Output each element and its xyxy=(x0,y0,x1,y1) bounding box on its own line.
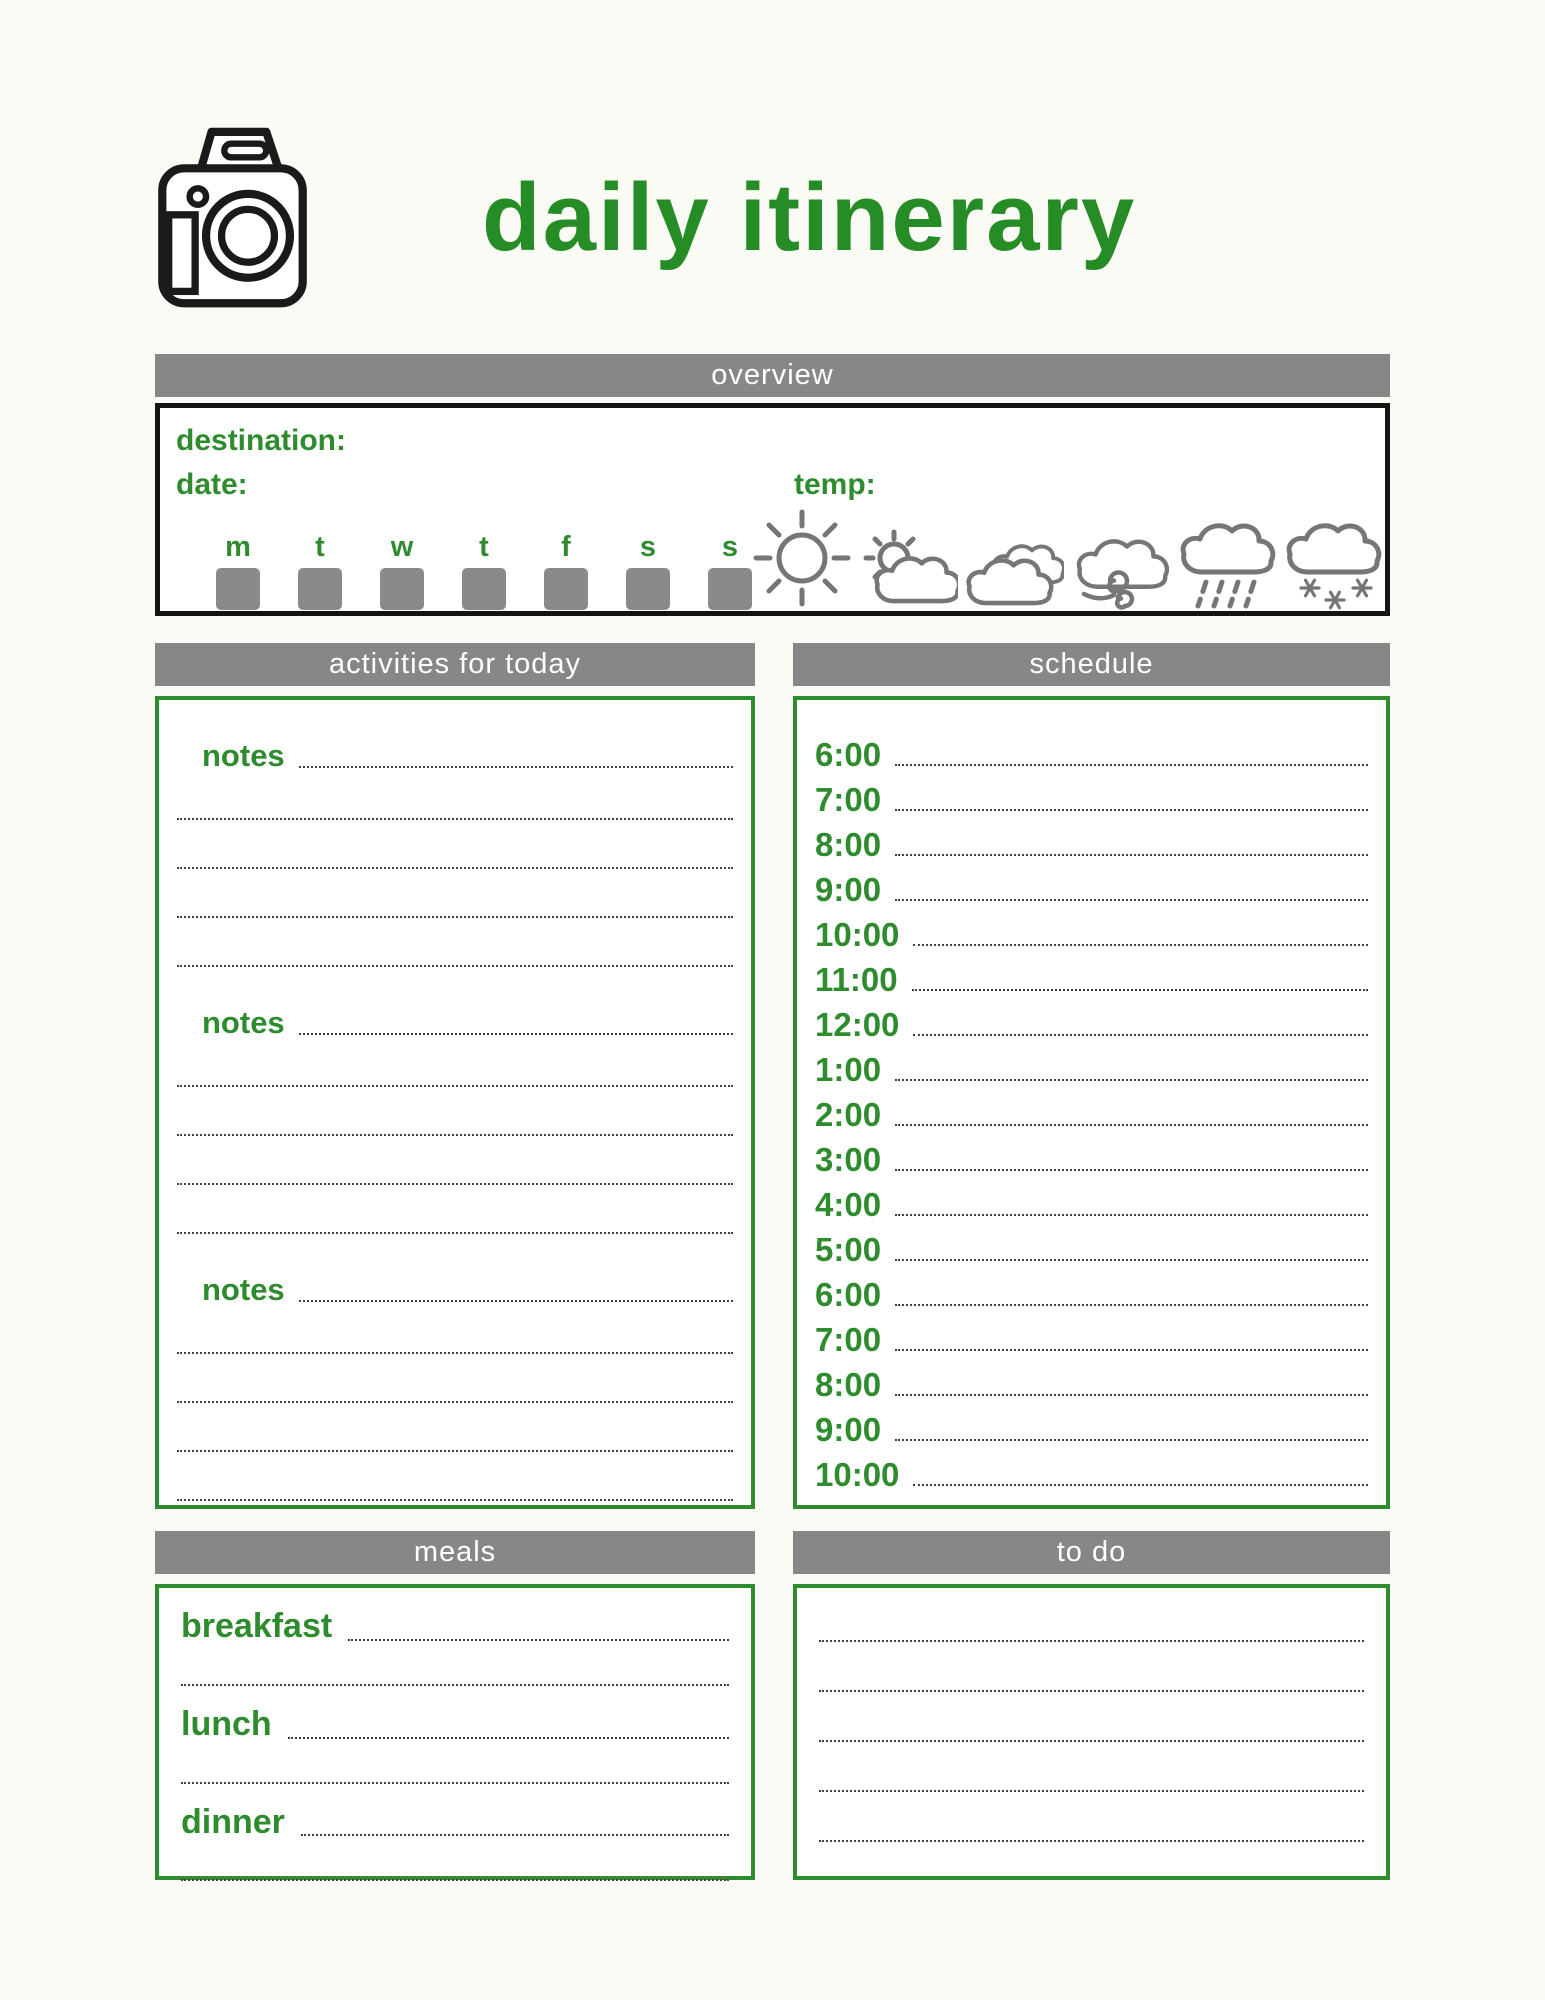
schedule-row xyxy=(815,1266,1368,1311)
dotted-line xyxy=(819,1640,1364,1642)
dotted-line xyxy=(895,899,1368,901)
schedule-row xyxy=(815,816,1368,861)
day-checkbox[interactable] xyxy=(708,568,752,610)
dotted-line xyxy=(895,1349,1368,1351)
day-letter: t xyxy=(479,531,489,563)
time-label: 8:00 xyxy=(815,1366,882,1403)
dotted-line xyxy=(895,1079,1368,1081)
schedule-box xyxy=(793,696,1390,1509)
dotted-line xyxy=(819,1690,1364,1692)
dotted-line xyxy=(913,944,1368,946)
day-friday xyxy=(544,533,588,610)
schedule-row xyxy=(815,1311,1368,1356)
dotted-line xyxy=(181,1684,729,1686)
dotted-line xyxy=(288,1737,729,1739)
temp-label: temp: xyxy=(794,467,876,501)
schedule-row xyxy=(815,1131,1368,1176)
time-label: 9:00 xyxy=(815,871,882,908)
windy-icon[interactable] xyxy=(1070,524,1170,610)
rainy-icon[interactable] xyxy=(1176,510,1276,610)
day-monday xyxy=(216,533,260,610)
overview-header-bar xyxy=(155,354,1390,397)
destination-label: destination: xyxy=(176,424,346,457)
cloudy-icon[interactable] xyxy=(964,528,1064,610)
dotted-line xyxy=(299,1033,733,1035)
dotted-line xyxy=(181,1879,729,1881)
dotted-line xyxy=(895,1439,1368,1441)
page-title: daily itinerary xyxy=(482,164,1137,271)
dotted-line xyxy=(819,1840,1364,1842)
weather-icons xyxy=(752,506,1382,610)
notes-label: notes xyxy=(202,738,285,773)
dotted-line xyxy=(181,1782,729,1784)
activities-header-label: activities for today xyxy=(328,648,582,680)
days-weather-row xyxy=(176,506,1369,610)
partly-cloudy-icon[interactable] xyxy=(858,528,958,610)
schedule-row xyxy=(815,996,1368,1041)
todo-box xyxy=(793,1584,1390,1880)
time-label: 9:00 xyxy=(815,1411,882,1448)
dotted-line xyxy=(895,764,1368,766)
time-label: 2:00 xyxy=(815,1096,882,1133)
lunch-row xyxy=(181,1704,729,1745)
dotted-line xyxy=(177,1134,733,1136)
dotted-line xyxy=(177,916,733,918)
day-wednesday xyxy=(380,533,424,610)
day-checkbox[interactable] xyxy=(462,568,506,610)
breakfast-row xyxy=(181,1606,729,1647)
day-saturday xyxy=(626,533,670,610)
time-label: 5:00 xyxy=(815,1231,882,1268)
dotted-line xyxy=(177,1232,733,1234)
time-label: 4:00 xyxy=(815,1186,882,1223)
day-checkbox[interactable] xyxy=(216,568,260,610)
dotted-line xyxy=(912,989,1368,991)
activities-box xyxy=(155,696,755,1509)
day-letter: s xyxy=(721,531,739,563)
schedule-row xyxy=(815,906,1368,951)
schedule-row xyxy=(815,1356,1368,1401)
time-label: 10:00 xyxy=(815,1456,900,1493)
schedule-row xyxy=(815,1446,1368,1491)
day-letter: s xyxy=(639,531,657,563)
breakfast-label: breakfast xyxy=(181,1607,333,1645)
time-label: 6:00 xyxy=(815,1276,882,1313)
overview-box xyxy=(155,403,1390,616)
overview-header-label: overview xyxy=(711,359,834,391)
note-block-2-title xyxy=(177,1007,733,1038)
dotted-line xyxy=(895,1304,1368,1306)
dinner-label: dinner xyxy=(181,1802,285,1841)
time-label: 7:00 xyxy=(815,1321,882,1358)
sunny-icon[interactable] xyxy=(752,506,852,610)
dotted-line xyxy=(301,1834,729,1836)
left-column xyxy=(155,643,755,1880)
date-label: date: xyxy=(176,467,248,501)
lunch-label: lunch xyxy=(181,1704,272,1743)
dotted-line xyxy=(895,1124,1368,1126)
day-checkbox[interactable] xyxy=(544,568,588,610)
day-checkbox[interactable] xyxy=(298,568,342,610)
day-tuesday xyxy=(298,533,342,610)
todo-header-bar xyxy=(793,1531,1390,1574)
dotted-line xyxy=(895,1394,1368,1396)
dotted-line xyxy=(299,1300,733,1302)
dotted-line xyxy=(177,965,733,967)
dotted-line xyxy=(177,867,733,869)
time-label: 6:00 xyxy=(815,736,882,773)
schedule-row xyxy=(815,771,1368,816)
todo-header-label: to do xyxy=(1056,1536,1127,1568)
schedule-row xyxy=(815,861,1368,906)
snowy-icon[interactable] xyxy=(1282,510,1382,610)
dotted-line xyxy=(895,1169,1368,1171)
note-block-3-title xyxy=(177,1274,733,1305)
notes-label: notes xyxy=(202,1005,285,1040)
time-label: 7:00 xyxy=(815,781,882,818)
dotted-line xyxy=(895,1259,1368,1261)
dotted-line xyxy=(819,1740,1364,1742)
dotted-line xyxy=(177,1450,733,1452)
time-label: 10:00 xyxy=(815,916,900,953)
schedule-row xyxy=(815,726,1368,771)
day-checkbox[interactable] xyxy=(380,568,424,610)
schedule-row xyxy=(815,1221,1368,1266)
day-letter: m xyxy=(225,531,251,563)
time-label: 12:00 xyxy=(815,1006,900,1043)
schedule-row xyxy=(815,1041,1368,1086)
dotted-line xyxy=(348,1639,729,1641)
schedule-header-bar xyxy=(793,643,1390,686)
dinner-row xyxy=(181,1802,729,1843)
camera-icon xyxy=(155,120,310,316)
schedule-row xyxy=(815,1401,1368,1446)
meals-header-label: meals xyxy=(413,1536,497,1568)
main-columns xyxy=(155,643,1390,1880)
schedule-header-label: schedule xyxy=(1029,648,1154,680)
activities-header-bar xyxy=(155,643,755,686)
schedule-row xyxy=(815,1176,1368,1221)
dotted-line xyxy=(299,766,733,768)
dotted-line xyxy=(913,1034,1368,1036)
schedule-row xyxy=(815,1086,1368,1131)
dotted-line xyxy=(177,1085,733,1087)
dotted-line xyxy=(895,1214,1368,1216)
day-letter: t xyxy=(315,531,325,563)
day-letter: f xyxy=(561,531,571,563)
dotted-line xyxy=(913,1484,1368,1486)
dotted-line xyxy=(895,809,1368,811)
notes-label: notes xyxy=(202,1272,285,1307)
meals-header-bar xyxy=(155,1531,755,1574)
dotted-line xyxy=(177,1352,733,1354)
schedule-row xyxy=(815,951,1368,996)
dotted-line xyxy=(819,1790,1364,1792)
time-label: 11:00 xyxy=(815,961,898,998)
day-letter: w xyxy=(390,531,414,563)
dotted-line xyxy=(177,1499,733,1501)
day-sunday xyxy=(708,533,752,610)
note-block-1-title xyxy=(177,740,733,771)
day-thursday xyxy=(462,533,506,610)
dotted-line xyxy=(177,818,733,820)
right-column xyxy=(793,643,1390,1880)
dotted-line xyxy=(895,854,1368,856)
day-checkboxes xyxy=(216,533,752,610)
day-checkbox[interactable] xyxy=(626,568,670,610)
dotted-line xyxy=(177,1401,733,1403)
time-label: 3:00 xyxy=(815,1141,882,1178)
meals-box xyxy=(155,1584,755,1880)
dotted-line xyxy=(177,1183,733,1185)
time-label: 1:00 xyxy=(815,1051,882,1088)
page-header xyxy=(155,0,1390,318)
time-label: 8:00 xyxy=(815,826,882,863)
